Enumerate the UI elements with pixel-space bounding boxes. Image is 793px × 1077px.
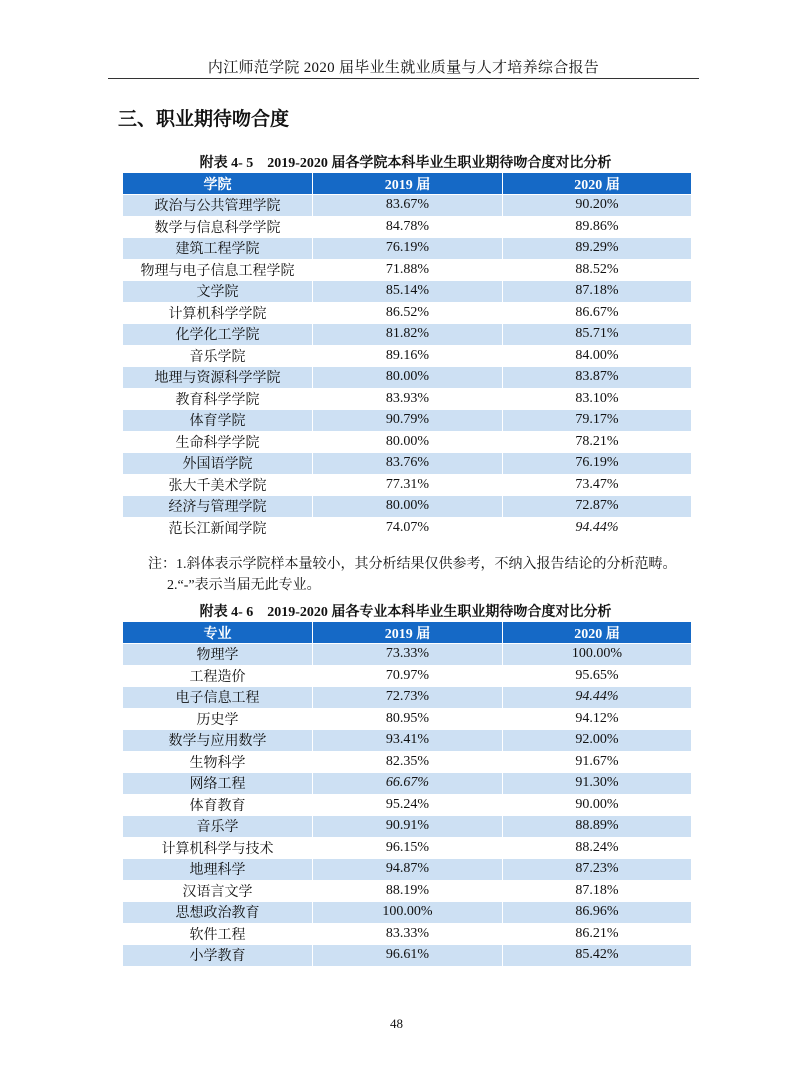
table1-value-2020-cell: 83.10% xyxy=(503,388,692,410)
table1-row xyxy=(123,388,692,410)
table1-row xyxy=(123,281,692,303)
table1-value-2020-cell: 87.18% xyxy=(503,281,692,303)
table2-row xyxy=(123,794,692,816)
table1-name-cell: 生命科学学院 xyxy=(123,431,313,453)
table1-value-2020-cell: 79.17% xyxy=(503,410,692,432)
table1-value-2020-cell: 78.21% xyxy=(503,431,692,453)
table2-row xyxy=(123,945,692,967)
table2-value-2020-cell: 95.65% xyxy=(503,665,692,687)
table1-name-cell: 物理与电子信息工程学院 xyxy=(123,259,313,281)
table1-row xyxy=(123,345,692,367)
table2-row xyxy=(123,880,692,902)
table1-value-2019-cell: 83.76% xyxy=(313,453,503,475)
table2-value-2020-cell: 90.00% xyxy=(503,794,692,816)
table2-col-header-2020: 2020 届 xyxy=(503,622,692,644)
table2-value-2020-cell: 88.24% xyxy=(503,837,692,859)
table2-name-cell: 计算机科学与技术 xyxy=(123,837,313,859)
table1-value-2019-cell: 71.88% xyxy=(313,259,503,281)
table1-name-cell: 化学化工学院 xyxy=(123,324,313,346)
table2-name-cell: 工程造价 xyxy=(123,665,313,687)
table1-row xyxy=(123,324,692,346)
table1-row xyxy=(123,238,692,260)
table1-value-2019-cell: 90.79% xyxy=(313,410,503,432)
table1-value-2019-cell: 83.93% xyxy=(313,388,503,410)
table2-row xyxy=(123,751,692,773)
table1-col-header-2019: 2019 届 xyxy=(313,173,503,195)
table1-name-cell: 体育学院 xyxy=(123,410,313,432)
table-notes xyxy=(148,554,677,596)
table1-row xyxy=(123,410,692,432)
table2-value-2019-cell: 73.33% xyxy=(313,644,503,666)
table1-value-2019-cell: 80.00% xyxy=(313,431,503,453)
table1-name-cell: 经济与管理学院 xyxy=(123,496,313,518)
table1-name-cell: 音乐学院 xyxy=(123,345,313,367)
table2-row xyxy=(123,665,692,687)
table1-name-cell: 政治与公共管理学院 xyxy=(123,195,313,217)
table2-value-2020-cell: 91.30% xyxy=(503,773,692,795)
table1-value-2019-cell: 74.07% xyxy=(313,517,503,539)
table1-name-cell: 张大千美术学院 xyxy=(123,474,313,496)
table2-row xyxy=(123,816,692,838)
table1-value-2020-cell: 86.67% xyxy=(503,302,692,324)
table2-name-cell: 汉语言文学 xyxy=(123,880,313,902)
table2-name-cell: 音乐学 xyxy=(123,816,313,838)
table1-name-cell: 教育科学学院 xyxy=(123,388,313,410)
table1-name-cell: 数学与信息科学学院 xyxy=(123,216,313,238)
table2-value-2020-cell: 94.44% xyxy=(503,687,692,709)
table1-row xyxy=(123,496,692,518)
table2-value-2020-cell: 87.23% xyxy=(503,859,692,881)
table1-value-2019-cell: 81.82% xyxy=(313,324,503,346)
table1-row xyxy=(123,453,692,475)
table1-col-header-2020: 2020 届 xyxy=(503,173,692,195)
table2-col-header-major: 专业 xyxy=(123,622,313,644)
table1-value-2020-cell: 84.00% xyxy=(503,345,692,367)
table1-value-2020-cell: 94.44% xyxy=(503,517,692,539)
table2-value-2020-cell: 86.21% xyxy=(503,923,692,945)
table2-value-2020-cell: 100.00% xyxy=(503,644,692,666)
table2-row xyxy=(123,687,692,709)
table1-value-2019-cell: 83.67% xyxy=(313,195,503,217)
table2-header-row xyxy=(123,622,692,644)
table1-value-2019-cell: 89.16% xyxy=(313,345,503,367)
table1-value-2019-cell: 85.14% xyxy=(313,281,503,303)
table1-value-2019-cell: 77.31% xyxy=(313,474,503,496)
table2-value-2019-cell: 80.95% xyxy=(313,708,503,730)
table2-name-cell: 物理学 xyxy=(123,644,313,666)
table1-value-2019-cell: 84.78% xyxy=(313,216,503,238)
table2-row xyxy=(123,837,692,859)
running-header: 内江师范学院 2020 届毕业生就业质量与人才培养综合报告 xyxy=(207,60,600,76)
table2-row xyxy=(123,859,692,881)
table1-row xyxy=(123,302,692,324)
table2-name-cell: 电子信息工程 xyxy=(123,687,313,709)
table1-row xyxy=(123,259,692,281)
table2-label: 附表 4- 6 xyxy=(199,605,254,620)
table2-name-cell: 网络工程 xyxy=(123,773,313,795)
table1-col-header-college: 学院 xyxy=(123,173,313,195)
table1-name-cell: 地理与资源科学学院 xyxy=(123,367,313,389)
table2-value-2020-cell: 91.67% xyxy=(503,751,692,773)
table2-value-2020-cell: 88.89% xyxy=(503,816,692,838)
table2-name-cell: 历史学 xyxy=(123,708,313,730)
table1-label: 附表 4- 5 xyxy=(199,156,254,171)
table2-name-cell: 地理科学 xyxy=(123,859,313,881)
page-number: 48 xyxy=(390,1016,403,1031)
table1-value-2020-cell: 89.29% xyxy=(503,238,692,260)
table2-col-header-2019: 2019 届 xyxy=(313,622,503,644)
table1-value-2020-cell: 85.71% xyxy=(503,324,692,346)
table2-value-2019-cell: 70.97% xyxy=(313,665,503,687)
table1 xyxy=(122,172,692,539)
table2-row xyxy=(123,644,692,666)
table1-row xyxy=(123,367,692,389)
table2-name-cell: 数学与应用数学 xyxy=(123,730,313,752)
table1-name-cell: 建筑工程学院 xyxy=(123,238,313,260)
table1-caption xyxy=(120,152,691,172)
table1-row xyxy=(123,474,692,496)
table1-header-row xyxy=(123,173,692,195)
table1-row xyxy=(123,517,692,539)
table2-name-cell: 体育教育 xyxy=(123,794,313,816)
table2-name-cell: 生物科学 xyxy=(123,751,313,773)
table2-value-2019-cell: 72.73% xyxy=(313,687,503,709)
table2-row xyxy=(123,923,692,945)
table2-title: 2019-2020 届各专业本科毕业生职业期待吻合度对比分析 xyxy=(267,605,612,620)
table1-value-2020-cell: 73.47% xyxy=(503,474,692,496)
table1-name-cell: 计算机科学学院 xyxy=(123,302,313,324)
table2-row xyxy=(123,708,692,730)
table2-row xyxy=(123,902,692,924)
table1-value-2019-cell: 76.19% xyxy=(313,238,503,260)
note-line-2: 2.“-”表示当届无此专业。 xyxy=(167,578,321,593)
table2-value-2020-cell: 87.18% xyxy=(503,880,692,902)
table2-value-2019-cell: 82.35% xyxy=(313,751,503,773)
table1-value-2020-cell: 89.86% xyxy=(503,216,692,238)
table1-value-2020-cell: 90.20% xyxy=(503,195,692,217)
table2-value-2019-cell: 94.87% xyxy=(313,859,503,881)
table2-value-2020-cell: 85.42% xyxy=(503,945,692,967)
table2-value-2019-cell: 96.61% xyxy=(313,945,503,967)
note-line-1: 注：1.斜体表示学院样本量较小，其分析结果仅供参考，不纳入报告结论的分析范畴。 xyxy=(148,557,677,572)
table2-name-cell: 软件工程 xyxy=(123,923,313,945)
table1-name-cell: 文学院 xyxy=(123,281,313,303)
table2-value-2020-cell: 92.00% xyxy=(503,730,692,752)
table2-value-2020-cell: 86.96% xyxy=(503,902,692,924)
table1-row xyxy=(123,431,692,453)
table1-value-2019-cell: 80.00% xyxy=(313,496,503,518)
table2 xyxy=(122,621,692,967)
table1-value-2020-cell: 83.87% xyxy=(503,367,692,389)
table2-value-2020-cell: 94.12% xyxy=(503,708,692,730)
table1-name-cell: 外国语学院 xyxy=(123,453,313,475)
table2-name-cell: 小学教育 xyxy=(123,945,313,967)
table2-caption xyxy=(120,601,691,621)
table2-value-2019-cell: 83.33% xyxy=(313,923,503,945)
table2-value-2019-cell: 95.24% xyxy=(313,794,503,816)
table1-value-2020-cell: 72.87% xyxy=(503,496,692,518)
table1-value-2019-cell: 80.00% xyxy=(313,367,503,389)
table2-value-2019-cell: 93.41% xyxy=(313,730,503,752)
header-rule xyxy=(108,78,699,79)
table2-row xyxy=(123,773,692,795)
table1-value-2020-cell: 76.19% xyxy=(503,453,692,475)
table1-value-2020-cell: 88.52% xyxy=(503,259,692,281)
table1-row xyxy=(123,195,692,217)
table2-value-2019-cell: 66.67% xyxy=(313,773,503,795)
table1-row xyxy=(123,216,692,238)
table2-value-2019-cell: 96.15% xyxy=(313,837,503,859)
section-title: 三、职业期待吻合度 xyxy=(118,108,290,130)
table1-value-2019-cell: 86.52% xyxy=(313,302,503,324)
table2-row xyxy=(123,730,692,752)
table2-value-2019-cell: 90.91% xyxy=(313,816,503,838)
table2-value-2019-cell: 100.00% xyxy=(313,902,503,924)
table1-title: 2019-2020 届各学院本科毕业生职业期待吻合度对比分析 xyxy=(267,156,612,171)
table1-name-cell: 范长江新闻学院 xyxy=(123,517,313,539)
table2-name-cell: 思想政治教育 xyxy=(123,902,313,924)
table2-value-2019-cell: 88.19% xyxy=(313,880,503,902)
